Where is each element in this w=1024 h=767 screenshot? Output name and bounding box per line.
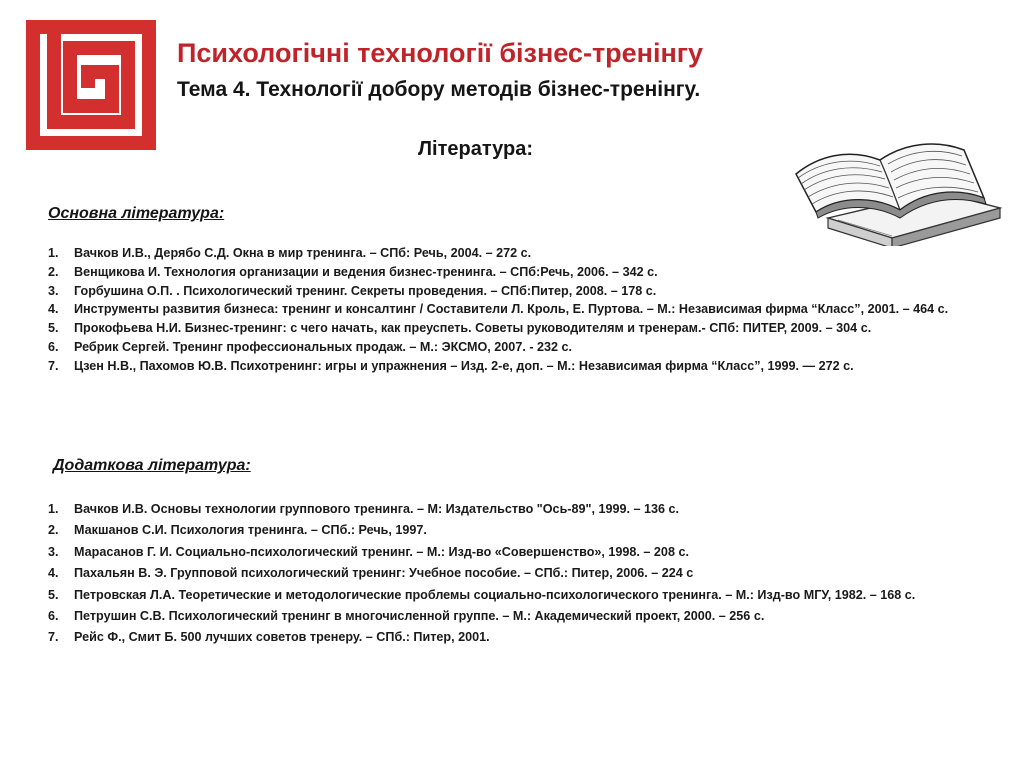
item-text: Инструменты развития бизнеса: тренинг и консалтинг / Составители Л. Кроль, Е. Пуртова. – М.: Независимая фирма “Класс”, 2001. – 464 с. [74,302,949,317]
item-number: 5. [48,321,59,336]
item-text: Горбушина О.П. . Психологический тренинг. Секреты проведения. – СПб:Питер, 2008. – 178 с. [74,283,657,298]
item-text: Пахальян В. Э. Групповой психологический тренинг: Учебное пособие. – СПб.: Питер, 2006. – 224 с [74,566,694,581]
item-text: Рейс Ф., Смит Б. 500 лучших советов тренеру. – СПб.: Питер, 2001. [74,630,490,645]
item-number: 1. [48,246,59,260]
item-number: 1. [48,502,59,516]
item-number: 6. [48,339,59,354]
literature-heading: Література: [418,138,533,160]
list-item [48,521,1003,540]
item-number: 6. [48,608,59,623]
item-number: 7. [48,358,59,373]
item-number: 7. [48,630,59,645]
main-literature-title: Основна література: [48,205,225,222]
list-item [48,263,998,282]
item-number: 4. [48,302,59,317]
item-text: Вачков И.В. Основы технологии группового тренинга. – М: Издательство "Ось-89", 1999. – 136 с. [74,502,680,516]
list-item [48,282,998,301]
item-text: Марасанов Г. И. Социально-психологический тренинг. – М.: Изд-во «Совершенство», 1998. – 208 с. [74,544,689,559]
item-text: Цзен Н.В., Пахомов Ю.В. Психотренинг: игры и упражнения – Изд. 2-е, доп. – М.: Независимая фирма “Класс”, 1999. — 272 с. [74,358,854,373]
item-number: 4. [48,566,59,581]
list-item [48,357,998,376]
item-number: 2. [48,264,59,279]
item-text: Вачков И.В., Дерябо С.Д. Окна в мир тренинга. – СПб: Речь, 2004. – 272 с. [74,246,532,260]
list-item [48,564,1003,583]
list-item [48,500,1003,519]
page-title: Психологічні технології бізнес-тренінгу [177,38,704,68]
additional-literature-list [48,500,1003,650]
additional-literature-title: Додаткова література: [53,457,251,474]
page-subtitle: Тема 4. Технології добору методів бізнес-тренінгу. [177,78,701,101]
list-item [48,300,998,319]
item-number: 2. [48,523,59,538]
red-meander-spiral-logo [26,20,156,150]
list-item [48,628,1003,647]
item-number: 5. [48,587,59,602]
list-item [48,319,998,338]
item-text: Макшанов С.И. Психология тренинга. – СПб.: Речь, 1997. [74,523,427,538]
list-item [48,244,998,263]
list-item [48,607,1003,626]
item-text: Ребрик Сергей. Тренинг профессиональных продаж. – М.: ЭКСМО, 2007. - 232 с. [74,339,573,354]
item-number: 3. [48,544,59,559]
main-literature-list [48,244,998,376]
list-item [48,543,1003,562]
open-books-icon [788,126,1002,246]
item-text: Прокофьева Н.И. Бизнес-тренинг: с чего начать, как преуспеть. Советы руководителям и тренерам.- СПб: ПИТЕР, 2009. – 304 с. [74,321,872,336]
item-number: 3. [48,283,59,298]
item-text: Петрушин С.В. Психологический тренинг в многочисленной группе. – М.: Академический проект, 2000. – 256 с. [74,608,765,623]
item-text: Петровская Л.А. Теоретические и методологические проблемы социально-психологического тренинга. – М.: Изд-во МГУ, 1982. – 168 с. [74,587,916,602]
item-text: Венщикова И. Технология организации и ведения бизнес-тренинга. – СПб:Речь, 2006. – 342 с. [74,264,658,279]
list-item [48,338,998,357]
list-item [48,586,1003,605]
